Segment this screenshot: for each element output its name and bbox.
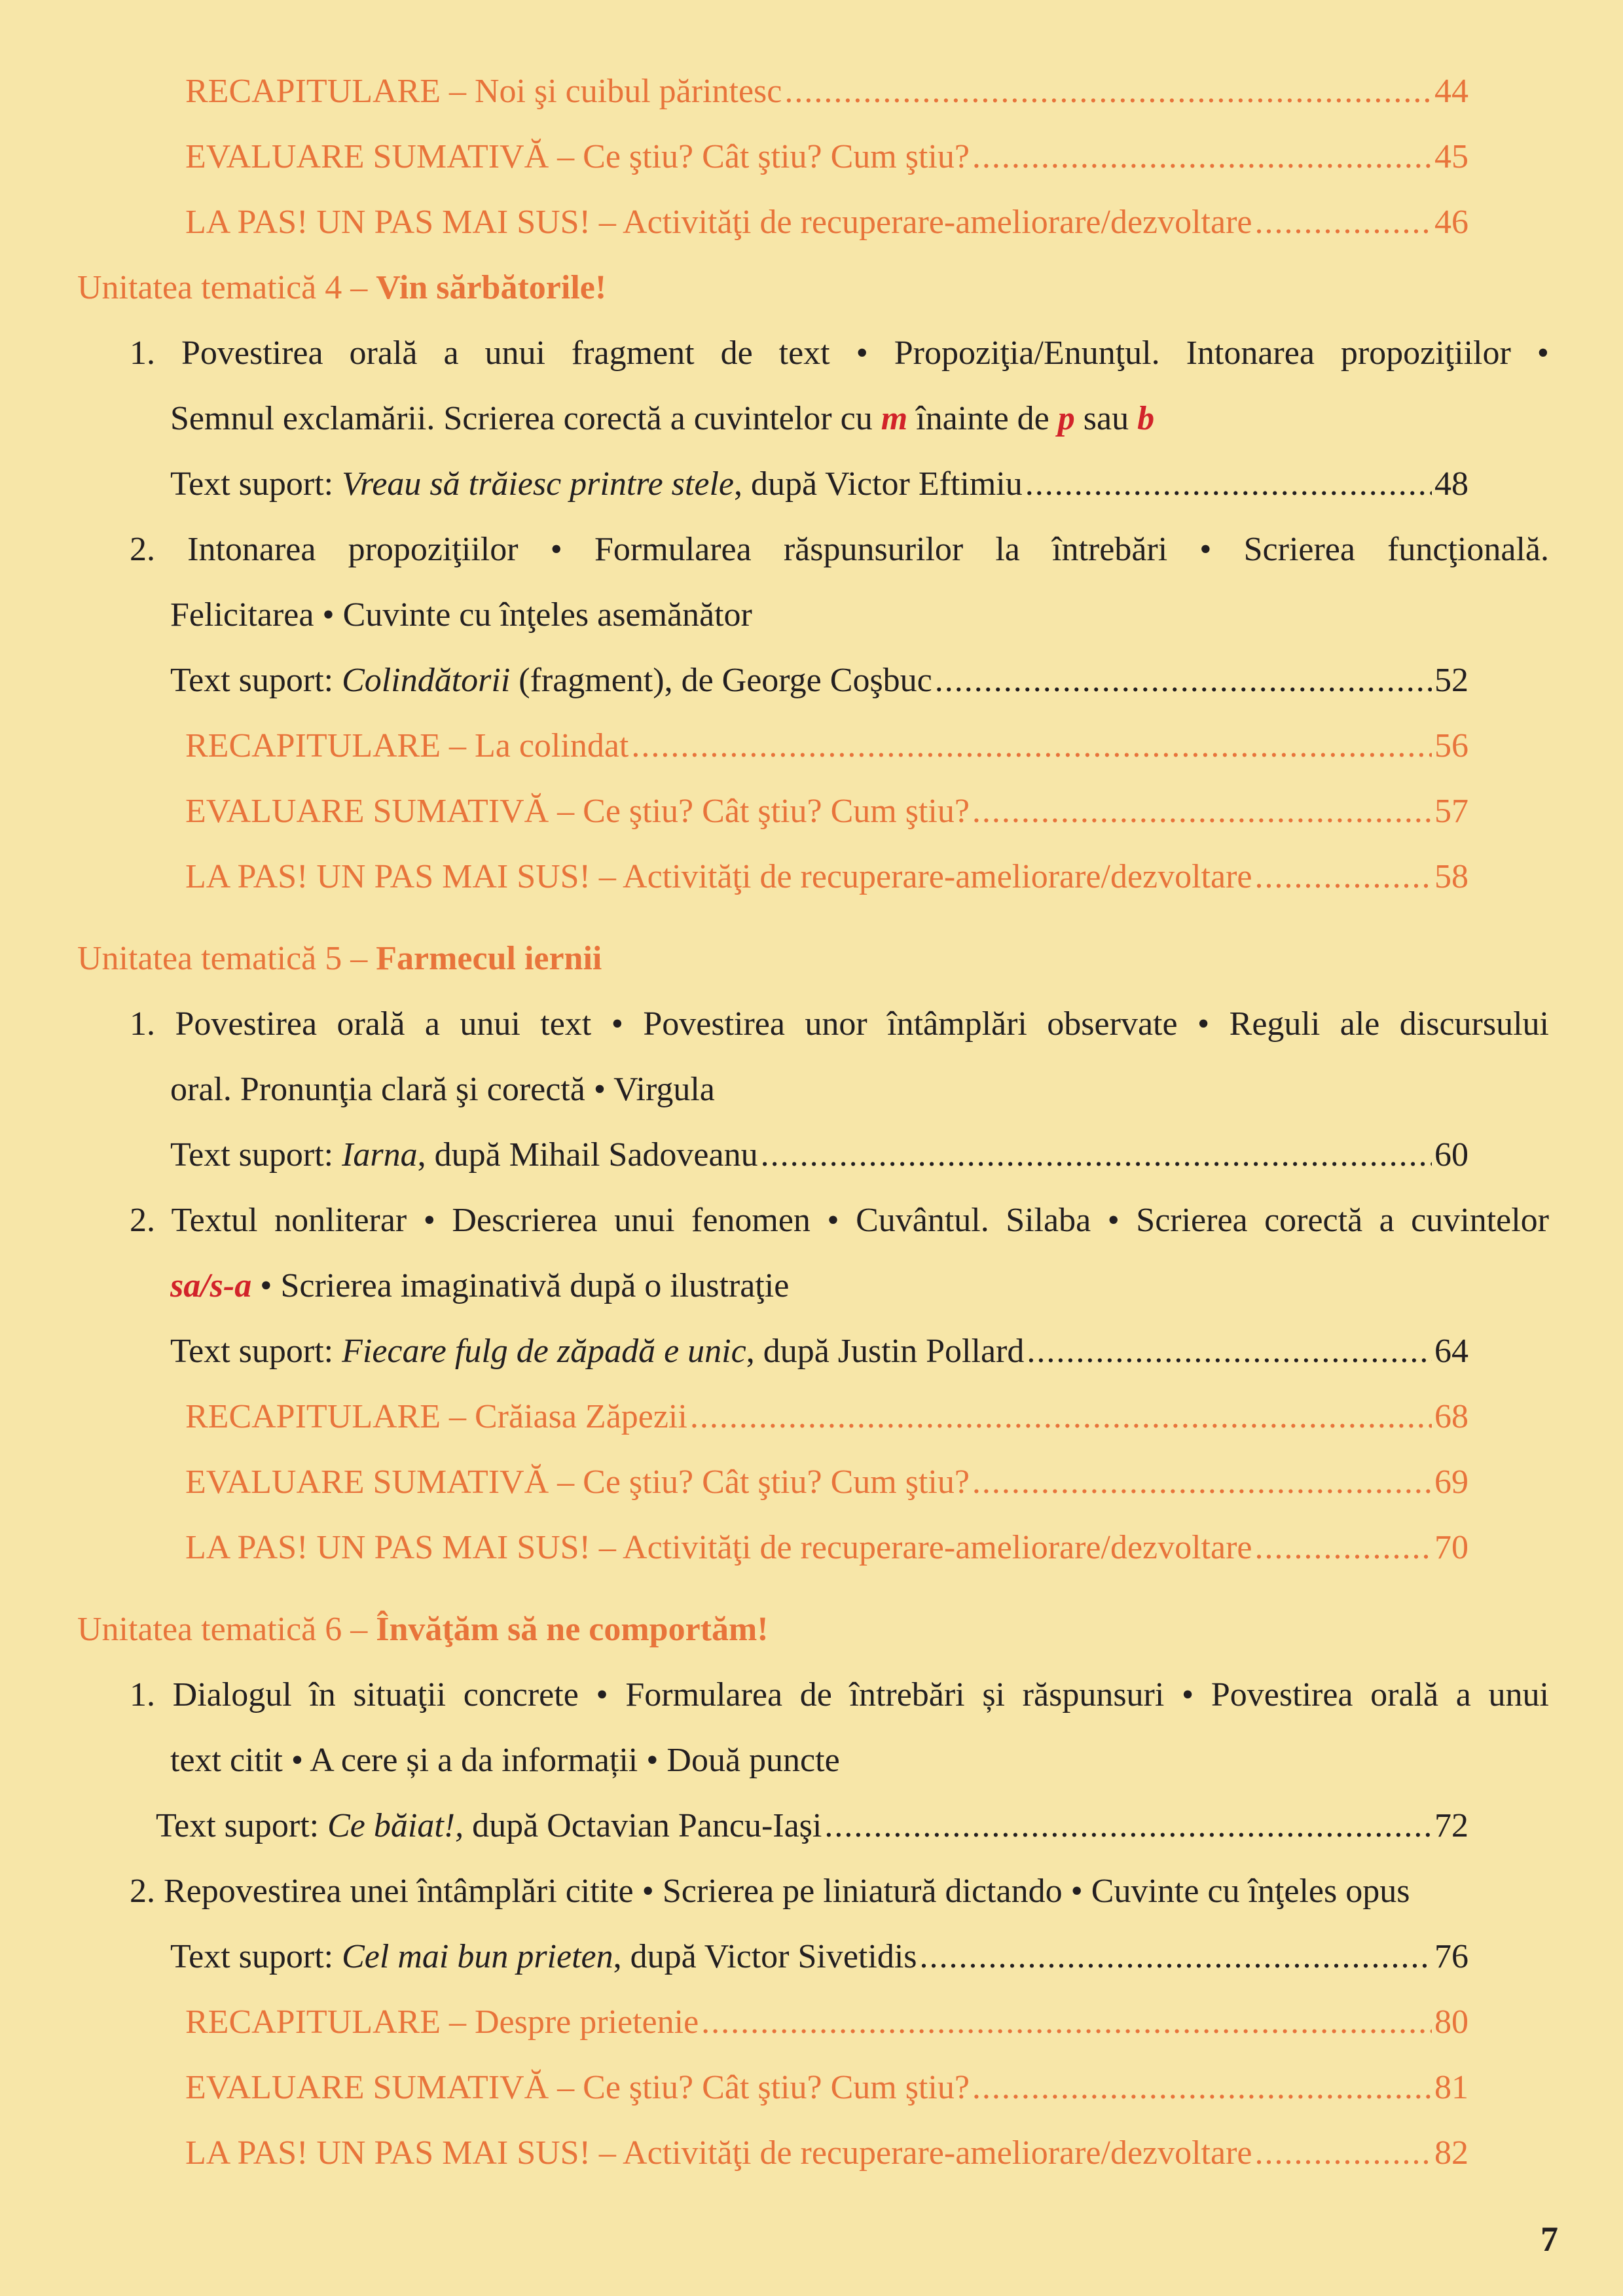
text-title: Fiecare fulg de zăpadă e unic bbox=[342, 1333, 746, 1370]
keyword-m: m bbox=[881, 400, 908, 437]
toc-page-number: 52 bbox=[1434, 662, 1468, 699]
toc-page-number: 48 bbox=[1434, 465, 1468, 503]
unit-5-heading[interactable]: Unitatea tematică 5 – Farmecul iernii bbox=[77, 940, 602, 977]
toc-page-number: 57 bbox=[1434, 793, 1468, 830]
toc-entry-u6-l2-text[interactable]: Text suport: Cel mai bun prieten, după Victor Sivetidis ..... 76 bbox=[170, 1924, 1468, 1990]
unit-5-lesson-1-line-1: 1. Povestirea orală a unui text • Povestirea unor întâmplări observate • Reguli ale discursului bbox=[130, 1005, 1549, 1043]
toc-entry-label: EVALUARE SUMATIVĂ – Ce ştiu? Cât ştiu? Cum ştiu? bbox=[185, 138, 970, 175]
unit-5-lesson-2-line-2: sa/s-a • Scrierea imaginativă după o ilustraţie bbox=[170, 1267, 790, 1304]
toc-entry-label: RECAPITULARE – Noi şi cuibul părintesc bbox=[185, 73, 782, 110]
toc-page-number: 46 bbox=[1434, 204, 1468, 241]
toc-page-number: 76 bbox=[1434, 1938, 1468, 1975]
unit-4-lesson-2-line-2: Felicitarea • Cuvinte cu înţeles asemănător bbox=[170, 596, 752, 634]
unit-6-lesson-2-line-1: 2. Repovestirea unei întâmplări citite • Scrierea pe liniatură dictando • Cuvinte cu înţeles opus bbox=[130, 1873, 1410, 1910]
toc-entry-lapas-u4[interactable] bbox=[185, 844, 1468, 910]
unit-5-lesson-2-line-1: 2. Textul nonliterar • Descrierea unui fenomen • Cuvântul. Silaba • Scrierea corectă a cuvintelor bbox=[130, 1202, 1549, 1239]
unit-4-lesson-1-line-2: Semnul exclamării. Scrierea corectă a cuvintelor cu m înainte de p sau b bbox=[170, 400, 1155, 437]
toc-page-number: 81 bbox=[1434, 2069, 1468, 2106]
toc-entry-u5-l2-text[interactable]: Text suport: Fiecare fulg de zăpadă e unic, după Justin Pollard ..... 64 bbox=[170, 1319, 1468, 1384]
toc-page-number: 69 bbox=[1434, 1463, 1468, 1501]
toc-entry-recap-u3[interactable] bbox=[185, 59, 1468, 124]
toc-entry-label: LA PAS! UN PAS MAI SUS! – Activităţi de recuperare-ameliorare/dezvoltare bbox=[185, 858, 1252, 895]
toc-entry-u6-l1-text[interactable]: Text suport: Ce băiat!, după Octavian Pancu-Iaşi ..... 72 bbox=[156, 1793, 1468, 1859]
toc-page-number: 60 bbox=[1434, 1136, 1468, 1174]
toc-entry-recap-u5[interactable] bbox=[185, 1384, 1468, 1450]
toc-entry-label: LA PAS! UN PAS MAI SUS! – Activităţi de recuperare-ameliorare/dezvoltare bbox=[185, 1529, 1252, 1566]
toc-entry-label: EVALUARE SUMATIVĂ – Ce ştiu? Cât ştiu? Cum ştiu? bbox=[185, 2069, 970, 2106]
unit-5-title: Farmecul iernii bbox=[376, 940, 602, 977]
toc-page-number: 44 bbox=[1434, 73, 1468, 110]
toc-entry-lapas-u6[interactable] bbox=[185, 2121, 1468, 2186]
unit-4-title: Vin sărbătorile! bbox=[376, 269, 607, 306]
toc-page-number: 45 bbox=[1434, 138, 1468, 175]
page-number: 7 bbox=[1541, 2219, 1558, 2259]
toc-entry-recap-u6[interactable] bbox=[185, 1990, 1468, 2055]
text-title: Ce băiat!, bbox=[327, 1807, 464, 1844]
toc-entry-eval-u3[interactable] bbox=[185, 124, 1468, 190]
text-title: Iarna bbox=[342, 1136, 418, 1174]
unit-6-heading[interactable]: Unitatea tematică 6 – Învăţăm să ne comportăm! bbox=[77, 1611, 769, 1648]
keyword-p: p bbox=[1057, 400, 1075, 437]
toc-entry-eval-u4[interactable] bbox=[185, 779, 1468, 844]
toc-entry-label: RECAPITULARE – La colindat bbox=[185, 727, 629, 764]
toc-entry-lapas-u5[interactable] bbox=[185, 1515, 1468, 1581]
toc-entry-u4-l1-text[interactable]: Text suport: Vreau să trăiesc printre stele, după Victor Eftimiu ..... 48 bbox=[170, 452, 1468, 517]
toc-entry-label: RECAPITULARE – Despre prietenie bbox=[185, 2003, 699, 2041]
toc-page-number: 64 bbox=[1434, 1333, 1468, 1370]
text-title: Vreau să trăiesc printre stele bbox=[342, 465, 734, 503]
toc-entry-recap-u4[interactable] bbox=[185, 713, 1468, 779]
toc-page-number: 58 bbox=[1434, 858, 1468, 895]
keyword-sa-s-a: sa/s-a bbox=[170, 1267, 252, 1304]
unit-4-lesson-1-line-1: 1. Povestirea orală a unui fragment de text • Propoziţia/Enunţul. Intonarea propoziţiilor • bbox=[130, 334, 1549, 372]
toc-entry-label: EVALUARE SUMATIVĂ – Ce ştiu? Cât ştiu? Cum ştiu? bbox=[185, 1463, 970, 1501]
unit-5-lesson-1-line-2: oral. Pronunţia clară şi corectă • Virgula bbox=[170, 1071, 715, 1108]
toc-page-number: 82 bbox=[1434, 2134, 1468, 2172]
unit-6-lesson-1-line-1: 1. Dialogul în situaţii concrete • Formularea de întrebări și răspunsuri • Povestirea orală a unui bbox=[130, 1676, 1549, 1713]
text-title: Cel mai bun prieten bbox=[342, 1938, 613, 1975]
toc-entry-u4-l2-text[interactable]: Text suport: Colindătorii (fragment), de George Coşbuc ..... 52 bbox=[170, 648, 1468, 713]
unit-6-lesson-1-line-2: text citit • A cere și a da informații • Două puncte bbox=[170, 1742, 840, 1779]
toc-page-number: 56 bbox=[1434, 727, 1468, 764]
unit-6-title: Învăţăm să ne comportăm! bbox=[376, 1611, 769, 1648]
toc-entry-u5-l1-text[interactable]: Text suport: Iarna, după Mihail Sadoveanu ..... 60 bbox=[170, 1122, 1468, 1188]
toc-entry-eval-u6[interactable] bbox=[185, 2055, 1468, 2121]
keyword-b: b bbox=[1137, 400, 1155, 437]
unit-4-heading[interactable]: Unitatea tematică 4 – Vin sărbătorile! bbox=[77, 269, 607, 306]
toc-page-number: 70 bbox=[1434, 1529, 1468, 1566]
toc-page-number: 80 bbox=[1434, 2003, 1468, 2041]
toc-entry-label: EVALUARE SUMATIVĂ – Ce ştiu? Cât ştiu? Cum ştiu? bbox=[185, 793, 970, 830]
toc-entry-label: LA PAS! UN PAS MAI SUS! – Activităţi de recuperare-ameliorare/dezvoltare bbox=[185, 204, 1252, 241]
text-title: Colindătorii bbox=[342, 662, 511, 699]
toc-entry-label: LA PAS! UN PAS MAI SUS! – Activităţi de recuperare-ameliorare/dezvoltare bbox=[185, 2134, 1252, 2172]
unit-4-lesson-2-line-1: 2. Intonarea propoziţiilor • Formularea răspunsurilor la întrebări • Scrierea funcţională. bbox=[130, 531, 1549, 568]
toc-entry-label: RECAPITULARE – Crăiasa Zăpezii bbox=[185, 1398, 687, 1435]
toc-entry-lapas-u3[interactable] bbox=[185, 190, 1468, 255]
toc-page-number: 68 bbox=[1434, 1398, 1468, 1435]
toc-page-number: 72 bbox=[1434, 1807, 1468, 1844]
toc-entry-eval-u5[interactable] bbox=[185, 1450, 1468, 1515]
